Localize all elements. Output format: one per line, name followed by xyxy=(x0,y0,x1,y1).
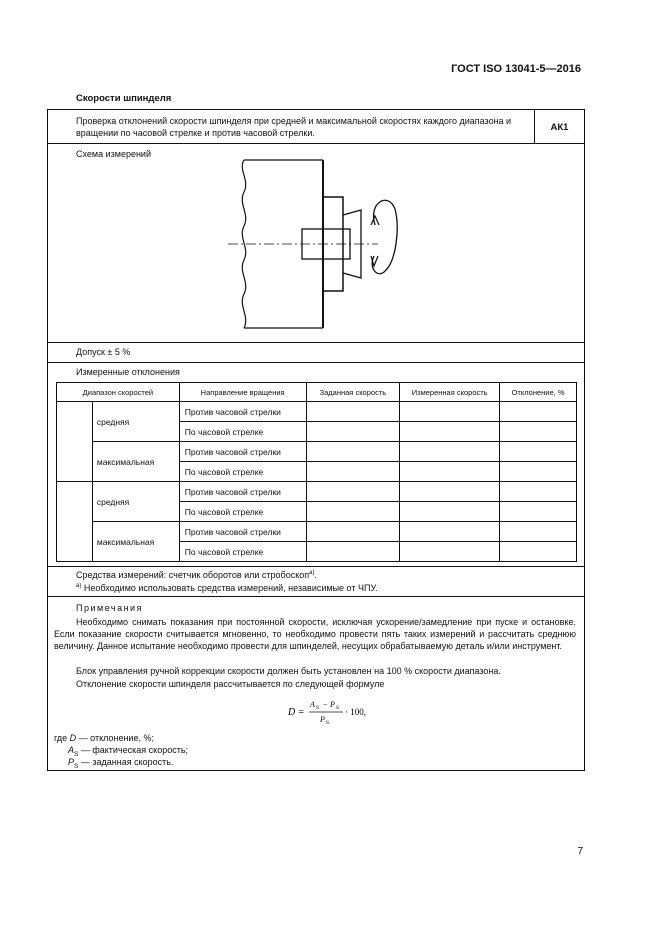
formula-num-p: P xyxy=(330,700,335,709)
measured-deviations-section xyxy=(48,363,584,567)
set-speed-cell[interactable] xyxy=(306,402,400,422)
instruments-footnote xyxy=(76,583,377,593)
deviation-cell[interactable] xyxy=(500,502,577,522)
deviation-cell[interactable] xyxy=(500,422,577,442)
measured-speed-cell[interactable] xyxy=(400,522,500,542)
where-d xyxy=(54,732,154,744)
range-group-cell xyxy=(57,402,93,482)
measured-speed-cell[interactable] xyxy=(400,462,500,482)
table-header-row xyxy=(57,383,577,402)
formula-lhs: D = xyxy=(288,707,305,718)
range-group-cell xyxy=(57,482,93,562)
set-speed-cell[interactable] xyxy=(306,522,400,542)
def-d: — отклонение, %; xyxy=(76,733,154,743)
direction-cell: По часовой стрелке xyxy=(179,502,306,522)
measured-speed-cell[interactable] xyxy=(400,542,500,562)
formula-tail: · 100, xyxy=(345,707,366,717)
table-row xyxy=(57,482,577,502)
direction-cell: По часовой стрелке xyxy=(179,542,306,562)
formula-den: P xyxy=(320,715,325,724)
standard-header: ГОСТ ISO 13041-5—2016 xyxy=(451,63,581,75)
deviation-cell[interactable] xyxy=(500,482,577,502)
test-sheet-frame xyxy=(47,109,585,771)
instruments-label: Средства измерений: счетчик оборотов или стробоскоп xyxy=(76,570,310,580)
def-p: — заданная скорость. xyxy=(78,757,174,767)
direction-cell: По часовой стрелке xyxy=(179,422,306,442)
where-prefix: где xyxy=(54,733,68,743)
direction-cell: Против часовой стрелки xyxy=(179,522,306,542)
notes-title: Примечания xyxy=(76,603,143,613)
deviation-cell[interactable] xyxy=(500,402,577,422)
col-header-set-speed: Заданная скорость xyxy=(306,383,400,402)
instruments-text: Средства измерений: счетчик оборотов или стробоскоп$^{а)}$. xyxy=(76,570,317,580)
measurements-table xyxy=(56,382,577,562)
measured-speed-cell[interactable] xyxy=(400,422,500,442)
formula-minus: − xyxy=(323,700,328,709)
measured-label: Измеренные отклонения xyxy=(76,367,180,377)
symbol-a-sub: S xyxy=(74,750,79,758)
set-speed-cell[interactable] xyxy=(306,502,400,522)
set-speed-cell[interactable] xyxy=(306,542,400,562)
speed-cell: максимальная xyxy=(92,442,179,482)
tolerance-label: Допуск ± 5 % xyxy=(76,347,131,357)
symbol-d: D xyxy=(69,733,77,743)
formula-num-a-sub: S xyxy=(316,705,320,711)
table-row xyxy=(57,402,577,422)
table-row xyxy=(57,442,577,462)
set-speed-cell[interactable] xyxy=(306,462,400,482)
set-speed-cell[interactable] xyxy=(306,422,400,442)
formula-num-p-sub: S xyxy=(336,705,340,711)
page-number: 7 xyxy=(577,846,583,857)
col-header-range: Диапазон скоростей xyxy=(57,383,180,402)
spindle-diagram xyxy=(228,158,428,338)
speed-cell: средняя xyxy=(92,402,179,442)
formula-num-a: A xyxy=(310,700,315,709)
purpose-text: Проверка отклонений скорости шпинделя при средней и максимальной скоростях каждого диапазона и вращении по часовой стрелке и против часовой стрелки. xyxy=(76,116,512,138)
deviation-cell[interactable] xyxy=(500,442,577,462)
direction-cell: Против часовой стрелки xyxy=(179,402,306,422)
symbol-p: P xyxy=(68,757,75,767)
table-row xyxy=(57,522,577,542)
direction-cell: Против часовой стрелки xyxy=(179,442,306,462)
set-speed-cell[interactable] xyxy=(306,482,400,502)
col-header-direction: Направление вращения xyxy=(179,383,306,402)
footnote-text: Необходимо использовать средства измерений, независимые от ЧПУ. xyxy=(83,583,378,593)
where-a xyxy=(68,744,188,756)
scheme-label: Схема измерений xyxy=(76,149,151,159)
symbol-p-sub: S xyxy=(74,762,79,770)
deviation-cell[interactable] xyxy=(500,542,577,562)
measured-speed-cell[interactable] xyxy=(400,482,500,502)
where-p xyxy=(68,756,173,768)
direction-cell: Против часовой стрелки xyxy=(179,482,306,502)
instruments-section xyxy=(48,567,584,597)
footnote-mark-ref: а) xyxy=(76,583,82,589)
note-paragraph-1 xyxy=(54,616,576,652)
measured-speed-cell[interactable] xyxy=(400,402,500,422)
measurement-scheme-section xyxy=(48,144,584,343)
deviation-cell[interactable] xyxy=(500,462,577,482)
section-title: Скорости шпинделя xyxy=(76,93,172,104)
set-speed-cell[interactable] xyxy=(306,442,400,462)
def-a: — фактическая скорость; xyxy=(78,745,189,755)
test-code: АК1 xyxy=(534,110,584,144)
purpose-row xyxy=(48,110,584,144)
tolerance-row xyxy=(48,343,584,363)
col-header-measured-speed: Измеренная скорость xyxy=(400,383,500,402)
note-text: Блок управления ручной коррекции скорости должен быть установлен на 100 % скорости диапазона. xyxy=(76,666,501,676)
symbol-a: A xyxy=(68,745,75,755)
speed-cell: средняя xyxy=(92,482,179,522)
note-text: Отклонение скорости шпинделя рассчитывается по следующей формуле xyxy=(76,679,385,689)
deviation-cell[interactable] xyxy=(500,522,577,542)
note-paragraph-3 xyxy=(54,678,576,690)
direction-cell: По часовой стрелке xyxy=(179,462,306,482)
measured-speed-cell[interactable] xyxy=(400,502,500,522)
note-paragraph-2 xyxy=(54,665,576,677)
footnote-mark: а) xyxy=(309,570,315,576)
formula-den-sub: S xyxy=(326,720,330,726)
measured-speed-cell[interactable] xyxy=(400,442,500,462)
speed-cell: максимальная xyxy=(92,522,179,562)
notes-section xyxy=(48,597,584,770)
note-text: Необходимо снимать показания при постоянной скорости, исключая ускорение/замедление при пуске и остановке. Если показание скорости считывается мгновенно, то необходимо провести пять таких измерений и рассчитать среднюю величину. Данное испытание необходимо провести для шпинделей, несущих обрабатываемую деталь и/или инструмент. xyxy=(54,617,576,651)
deviation-formula xyxy=(288,695,378,731)
col-header-deviation: Отклонение, % xyxy=(500,383,577,402)
